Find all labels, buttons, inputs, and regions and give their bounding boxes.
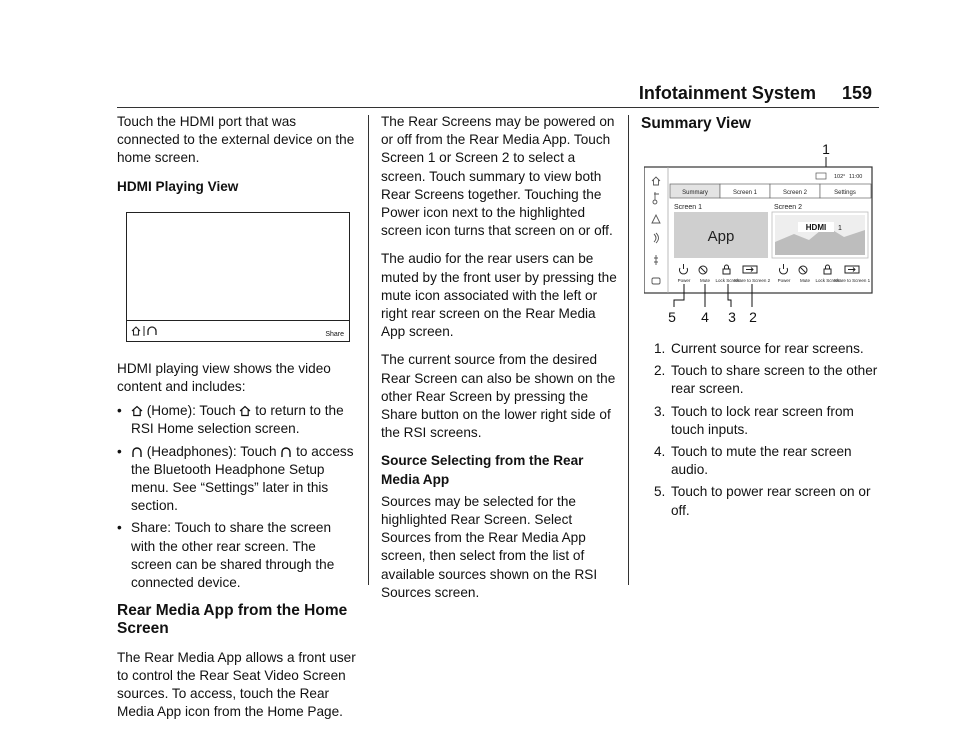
- bullet-home-tail: to return to the RSI Home selection screen.: [131, 403, 344, 437]
- ctrl-share-right: Share to Screen 1: [833, 278, 871, 283]
- bullet-dot: •: [117, 403, 122, 419]
- status-time: 11:00: [849, 174, 863, 180]
- app-label: App: [707, 228, 735, 245]
- tab-screen-1-label: Screen 1: [732, 190, 758, 196]
- column-1: [117, 113, 357, 731]
- tab-screen-2-label: Screen 2: [782, 190, 808, 196]
- legend-item: 4. Touch to mute the rear screen audio.: [654, 444, 852, 478]
- legend-item: 1. Current source for rear screens.: [654, 341, 864, 356]
- column-divider: [368, 115, 369, 585]
- ctrl-share-left: Share to Screen 2: [733, 278, 771, 283]
- status-temp: 102°: [834, 174, 846, 180]
- rear-audio-mute-text: The audio for the rear users can be muted by the front user by pressing the mute icon associated with the left or right rear screen on the Rear Media App screen.: [381, 251, 617, 340]
- callout-2: 2: [749, 309, 757, 325]
- running-header: [639, 83, 872, 104]
- section-title: Infotainment System: [638, 83, 816, 103]
- hdmi-playing-view-image: [126, 212, 350, 342]
- source-selecting-text: Sources may be selected for the highlighted Rear Screen. Select Sources from the Rear Media App screen, then select from the list of available sources shown on the RSI Sources screen.: [381, 493, 598, 600]
- summary-view-diagram: [644, 142, 880, 327]
- summary-legend: [654, 340, 880, 524]
- hdmi-bar-icons: [131, 324, 161, 338]
- screen-1-label: Screen 1: [674, 204, 703, 211]
- column-divider: [628, 115, 629, 585]
- bullet-dot: •: [117, 443, 122, 459]
- page-number: 159: [841, 83, 872, 103]
- column-3: [641, 113, 881, 143]
- hdmi-desc: HDMI playing view shows the video content and includes:: [117, 360, 331, 395]
- bullet-home: [117, 402, 357, 438]
- legend-item: 3. Touch to lock rear screen from touch inputs.: [654, 403, 854, 437]
- home-icon: [131, 405, 143, 417]
- bullet-share-text: Share: Touch to share the screen with the other rear screen. The screen can be shared through the connected device.: [131, 520, 335, 591]
- ctrl-lock-right: Lock Screen: [815, 278, 841, 283]
- header-rule: [117, 107, 879, 108]
- rear-screens-power-text: The Rear Screens may be powered on or off from the Rear Media App. Touch Screen 1 or Screen 2 to select a screen. Touch summary to view both Rear Screens together. Touching the Power icon next to the highlighted screen icon turns that screen on or off.: [381, 114, 615, 239]
- tab-settings-label: Settings: [834, 190, 856, 196]
- ctrl-power-right: Power: [777, 278, 791, 283]
- hdmi-port: 1: [838, 225, 842, 232]
- legend-item: 2. Touch to share screen to the other rear screen.: [654, 363, 878, 397]
- callout-3: 3: [728, 309, 736, 325]
- headphones-icon: [280, 446, 292, 458]
- ctrl-mute-right: Mute: [799, 278, 811, 283]
- headphones-icon: [131, 446, 143, 458]
- ctrl-lock-left: Lock Screen: [715, 278, 741, 283]
- rear-media-text: The Rear Media App allows a front user to control the Rear Seat Video Screen sources. To access, touch the Rear Media App icon from the Home Page.: [117, 649, 356, 720]
- bullet-share: [117, 519, 357, 592]
- legend-list: [654, 340, 880, 520]
- callout-5: 5: [668, 309, 676, 325]
- bullet-home-label: (Home): Touch: [146, 403, 236, 419]
- tab-row: [670, 184, 871, 198]
- bullet-headphones-label: (Headphones): Touch: [146, 443, 277, 459]
- intro-text: Touch the HDMI port that was connected to the external device on the home screen.: [117, 114, 355, 166]
- summary-view-heading: Summary View: [641, 115, 751, 132]
- ctrl-power-left: Power: [677, 278, 691, 283]
- share-source-text: The current source from the desired Rear Screen can also be shown on the other Rear Screen by pressing the Share button on the lower right side of the RSI screens.: [381, 352, 616, 441]
- column-2: [381, 113, 619, 612]
- hdmi-view-heading: HDMI Playing View: [117, 178, 239, 194]
- hdmi-bottom-bar: [127, 320, 349, 341]
- callout-1: 1: [822, 142, 830, 157]
- bullet-headphones: [117, 443, 357, 516]
- bullet-dot: •: [117, 520, 122, 536]
- share-label: Share: [325, 330, 344, 338]
- rear-media-heading: Rear Media App from the Home Screen: [117, 602, 348, 638]
- callout-4: 4: [701, 309, 709, 325]
- tab-summary-label: Summary: [682, 190, 708, 196]
- source-selecting-heading: Source Selecting from the Rear Media App: [381, 453, 584, 487]
- screen-2-label: Screen 2: [774, 204, 803, 211]
- bullet-headphones-tail: to access the Bluetooth Headphone Setup menu. See “Settings” later in this section.: [131, 443, 354, 514]
- legend-item: 5. Touch to power rear screen on or off.: [654, 484, 871, 518]
- hdmi-label: HDMI: [805, 223, 827, 232]
- home-icon: [239, 405, 251, 417]
- ctrl-mute-left: Mute: [699, 278, 711, 283]
